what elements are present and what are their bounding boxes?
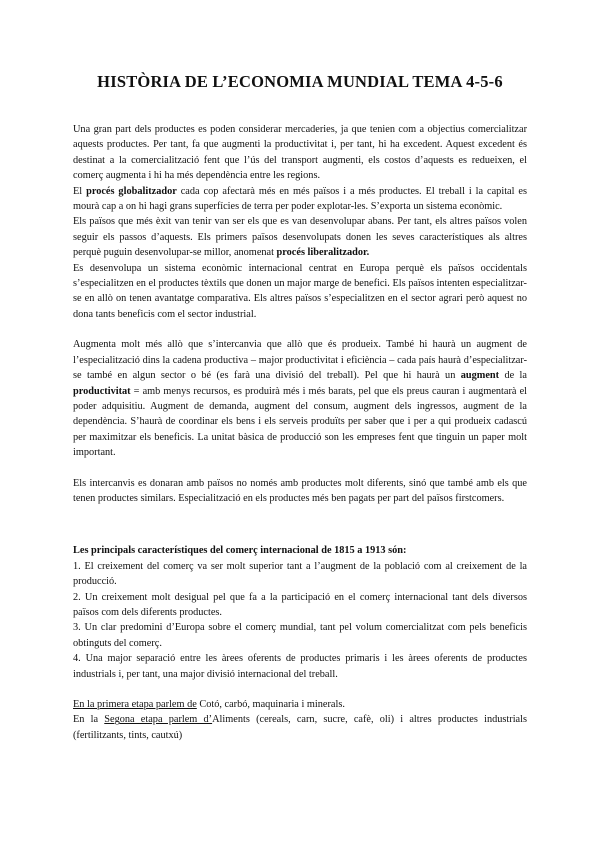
list-item: 2. Un creixement molt desigual pel que fa a la participació en el comerç internacional tant dels diversos països com dels diferents productes. bbox=[73, 591, 527, 618]
text: = amb menys recursos, es produirà més i més barats, pel que els preus cauran i augmentarà el poder adquisitiu. Augment de demanda, augment del consum, augment dels ingressos, augment de la dependència. S’haurà de coordinar els bens i els serveis produïts per saber que i per a qui produeix cadascú per maximitzar els beneficis. La unitat bàsica de producció son les empreses fent que tinguin un paper molt important. bbox=[73, 385, 527, 459]
bold-term: procés globalitzador bbox=[86, 185, 177, 197]
paragraph-etapa-segona bbox=[73, 712, 527, 743]
text: En la bbox=[73, 714, 105, 726]
bold-term: productivitat bbox=[73, 385, 131, 397]
bold-term: augment bbox=[460, 370, 500, 382]
text: Augmenta molt més allò que s’intercanvia que allò que és produeix. També hi haurà un augment de l’especialització dins la cadena productiva – major productivitat i eficiència – cada país haurà d’especialitzar-se també en algun sector o bé (es farà una divisió del treball). Pel que hi haurà un bbox=[73, 339, 527, 382]
text: Aliments (cereals, carn, sucre, cafè, oli) i altres productes industrials (fertilitzants, tints, cautxú) bbox=[73, 714, 527, 741]
spacer bbox=[73, 506, 527, 528]
list-item: 1. El creixement del comerç va ser molt superior tant a l’augment de la població com al creixement de la producció. bbox=[73, 560, 527, 588]
document-title: HISTÒRIA DE L’ECONOMIA MUNDIAL TEMA 4-5-6 bbox=[97, 72, 503, 91]
spacer bbox=[73, 528, 527, 543]
list-item: 3. Un clar predomini d’Europa sobre el comerç mundial, tant pel volum comercialitzat com pels beneficis obtinguts del comerç. bbox=[73, 622, 527, 649]
text: Els països que més èxit van tenir van ser els que es van desenvolupar abans. Per tant, els altres països volen seguir els passos d’aquests. Els primers països desenvolupats donen les seves característiques als altres perquè puguin desenvolupar-se millor, anomenat bbox=[73, 216, 527, 259]
spacer bbox=[73, 461, 527, 476]
text: de la bbox=[499, 370, 527, 382]
paragraph-etapa-primera bbox=[73, 697, 527, 712]
paragraph-sistema-economic: Es desenvolupa un sistema econòmic internacional centrat en Europa perquè els països occidentals s’especialitzen en el productes tèxtils que donen un major marge de benefici. Els països intenten especialitzar-se en allò on tenen avantatge comparativa. Els altres països s’especialitzen en el sector agrari però aquest no dona tants beneficis com el sector industrial. bbox=[73, 262, 527, 320]
text: El bbox=[73, 185, 87, 197]
underlined-text: Segona etapa parlem d’ bbox=[104, 714, 213, 726]
paragraph-globalitzador bbox=[73, 184, 527, 215]
section-heading: Les principals característiques del comerç internacional de 1815 a 1913 són: bbox=[73, 545, 407, 557]
paragraph-intercanvis: Els intercanvis es donaran amb països no només amb productes molt diferents, sinó que també amb els que tenen productes similars. Especialització en els productes més ben pagats per part del països firstcomers. bbox=[73, 477, 527, 504]
text: Cotó, carbó, maquinaria i minerals. bbox=[196, 699, 345, 710]
paragraph-liberalitzador bbox=[73, 214, 527, 260]
list-item: 4. Una major separació entre les àrees oferents de productes primaris i les àrees oferents de productes industrials i, per tant, una major divisió internacional del treball. bbox=[73, 653, 527, 680]
paragraph-intro: Una gran part dels productes es poden considerar mercaderies, ja que tenien com a objectius comercialitzar aquests productes. Per tant, fa que augmenti la productivitat i, per tant, hi ha excedent. Aquest excedent és destinat a la comercialització fent que l’ús del transport augmenti, els costos d’aquests es redueixen, el comerç augmenta i hi ha més dependència entre les regions. bbox=[73, 124, 527, 182]
spacer bbox=[73, 682, 527, 697]
text: cada cop afectarà més en més països i a més productes. El treball i la capital es mourà cap a on hi hagi grans superfícies de terra per poder explotar-les. S’exporta un sistema econòmic. bbox=[73, 185, 527, 213]
spacer bbox=[73, 322, 527, 337]
bold-term: procés liberalitzador. bbox=[276, 247, 370, 259]
underlined-text: En la primera etapa parlem de bbox=[73, 699, 197, 710]
paragraph-especialitzacio bbox=[73, 337, 527, 460]
